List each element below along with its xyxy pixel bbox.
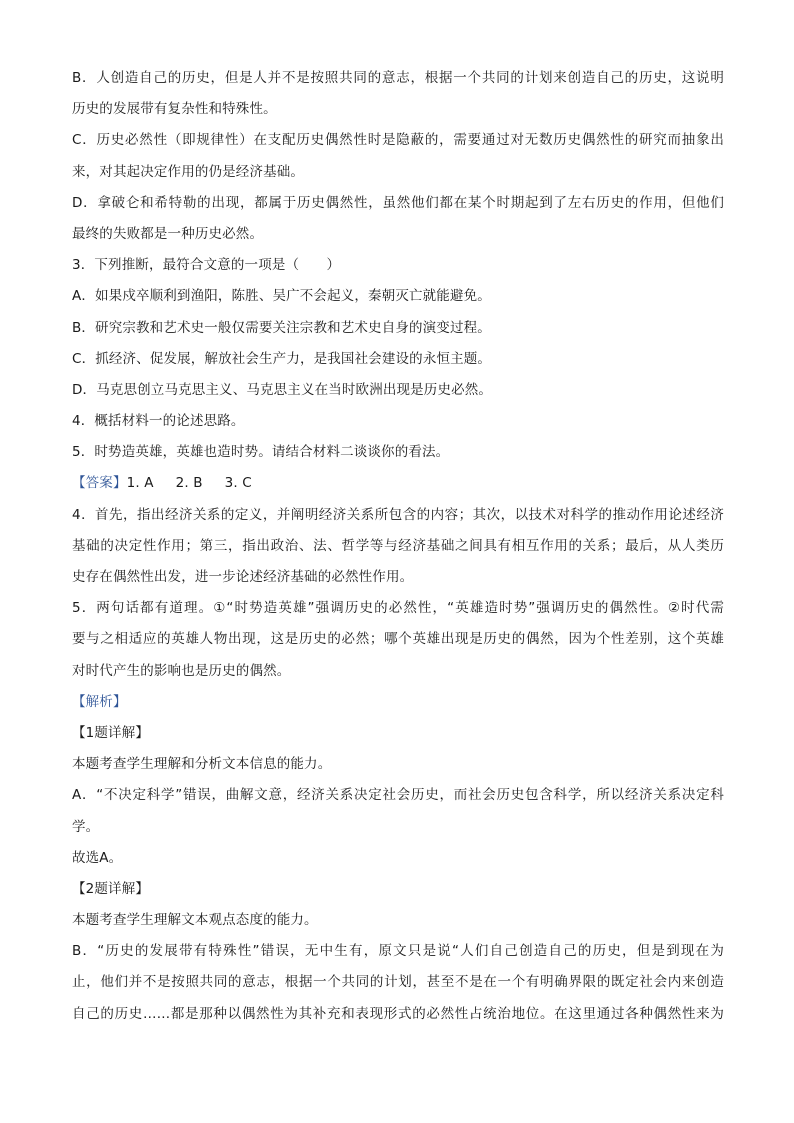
section-2-line-1: 本题考查学生理解文本观点态度的能力。 bbox=[72, 912, 318, 929]
section-2-line-2: B．“历史的发展带有特殊性”错误，无中生有，原文只是说“人们自己创造自己的历史，但是到现在为 bbox=[72, 943, 724, 960]
answer-item-3: 3. C bbox=[224, 475, 252, 492]
answer-tag: 【答案】 bbox=[72, 475, 127, 492]
option-b-line-2: 历史的发展带有复杂性和特殊性。 bbox=[72, 101, 277, 118]
option-d-line-2: 最终的失败都是一种历史必然。 bbox=[72, 225, 264, 242]
answer-item-2: 2. B bbox=[175, 475, 203, 492]
question-5: 5．时势造英雄，英雄也造时势。请结合材料二谈谈你的看法。 bbox=[72, 444, 450, 461]
section-2-tag: 【2题详解】 bbox=[72, 880, 149, 897]
question-3-option-a: A．如果戍卒顺利到渔阳，陈胜、吴广不会起义，秦朝灭亡就能避免。 bbox=[72, 288, 491, 305]
option-c-line-1: C．历史必然性（即规律性）在支配历史偶然性时是隐蔽的，需要通过对无数历史偶然性的研究而抽象出 bbox=[72, 132, 724, 149]
option-c-line-2: 来，对其起决定作用的仍是经济基础。 bbox=[72, 163, 305, 180]
section-1-line-3: 学。 bbox=[72, 818, 100, 835]
answer-4-line-1: 4．首先，指出经济关系的定义，并阐明经济关系所包含的内容；其次，以技术对科学的推动作用论述经济 bbox=[72, 506, 724, 523]
question-3: 3．下列推断，最符合文意的一项是（ ） bbox=[72, 257, 341, 274]
answer-5-line-1: 5．两句话都有道理。①“时势造英雄”强调历史的必然性，“英雄造时势”强调历史的偶然性。②时代需 bbox=[72, 600, 724, 617]
document-page bbox=[72, 63, 724, 1030]
option-b-line-1: B．人创造自己的历史，但是人并不是按照共同的意志，根据一个共同的计划来创造自己的历史，这说明 bbox=[72, 70, 724, 86]
section-1-tag: 【1题详解】 bbox=[72, 724, 149, 741]
section-1-line-2: A．“不决定科学”错误，曲解文意，经济关系决定社会历史，而社会历史包含科学，所以经济关系决定科 bbox=[72, 787, 724, 804]
question-3-option-b: B．研究宗教和艺术史一般仅需要关注宗教和艺术史自身的演变过程。 bbox=[72, 319, 491, 336]
section-2-line-3: 止，他们并不是按照共同的意志，根据一个共同的计划，甚至不是在一个有明确界限的既定社会内来创造 bbox=[72, 974, 724, 991]
question-3-option-c: C．抓经济、促发展，解放社会生产力，是我国社会建设的永恒主题。 bbox=[72, 350, 492, 367]
section-1-line-1: 本题考查学生理解和分析文本信息的能力。 bbox=[72, 756, 332, 773]
option-d-line-1: D．拿破仑和希特勒的出现，都属于历史偶然性，虽然他们都在某个时期起到了左右历史的作用，但他们 bbox=[72, 194, 724, 211]
answer-5-line-3: 对时代产生的影响也是历史的偶然。 bbox=[72, 662, 291, 679]
answer-4-line-3: 史存在偶然性出发，进一步论述经济基础的必然性作用。 bbox=[72, 569, 414, 585]
answer-row bbox=[72, 468, 724, 499]
question-4: 4．概括材料一的论述思路。 bbox=[72, 413, 245, 430]
section-1-line-4: 故选A。 bbox=[72, 849, 123, 866]
answer-5-line-2: 要与之相适应的英雄人物出现，这是历史的必然；哪个英雄出现是历史的偶然，因为个性差别，这个英雄 bbox=[72, 631, 724, 648]
answer-item-1: 1. A bbox=[126, 475, 154, 492]
answer-4-line-2: 基础的决定性作用；第三，指出政治、法、哲学等与经济基础之间具有相互作用的关系；最后，从人类历 bbox=[72, 537, 724, 554]
section-2-line-4: 自己的历史……都是那种以偶然性为其补充和表现形式的必然性占统治地位。在这里通过各种偶然性来为 bbox=[72, 1005, 724, 1022]
analysis-tag: 【解析】 bbox=[72, 693, 127, 710]
question-3-option-d: D．马克思创立马克思主义、马克思主义在当时欧洲出现是历史必然。 bbox=[72, 381, 493, 398]
